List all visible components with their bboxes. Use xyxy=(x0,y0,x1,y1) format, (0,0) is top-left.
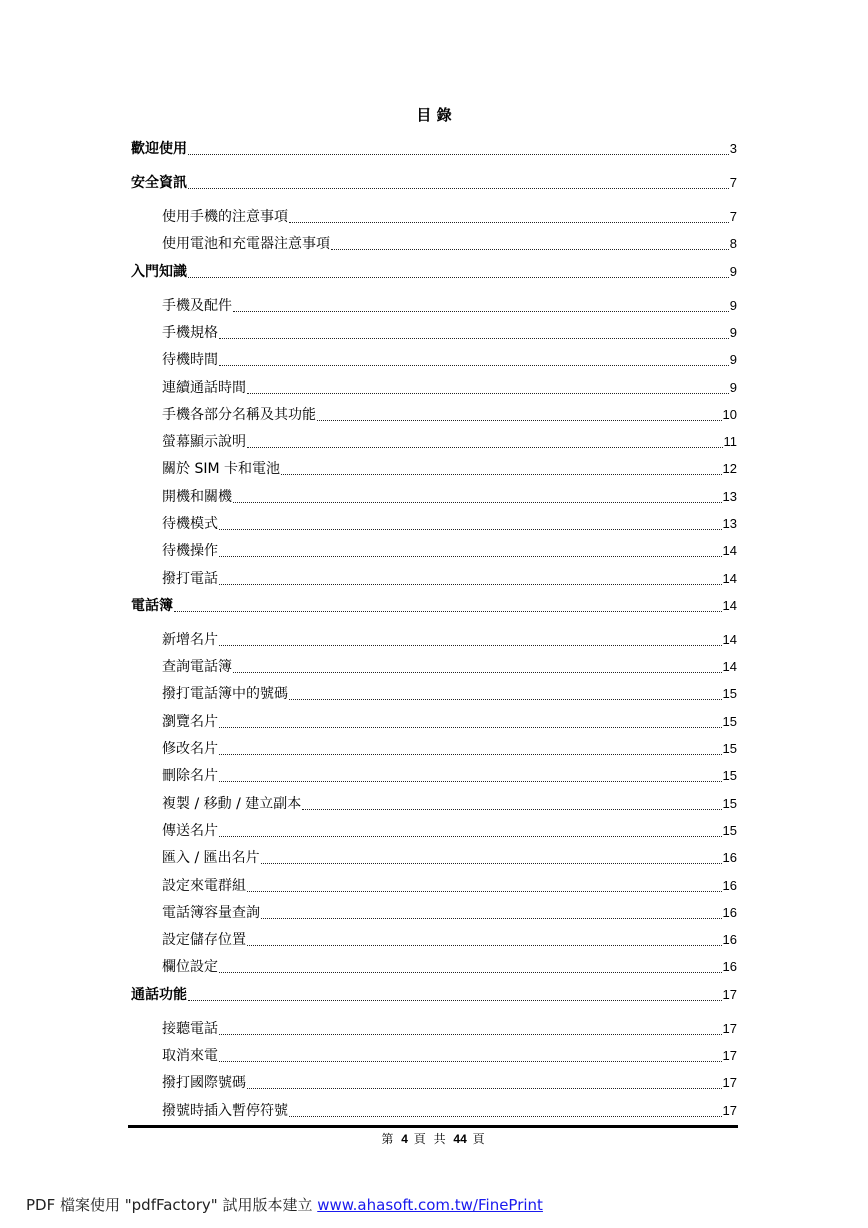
toc-leader-dots xyxy=(219,958,722,973)
toc-section[interactable] xyxy=(162,629,737,649)
toc-entry-page: 10 xyxy=(722,407,737,422)
toc-section[interactable] xyxy=(162,404,737,424)
toc-entry-page: 9 xyxy=(729,298,737,313)
toc-entry-title: 電話簿 xyxy=(131,598,173,614)
toc-section[interactable] xyxy=(162,568,737,588)
toc-entry-page: 17 xyxy=(722,1103,737,1118)
toc-section[interactable] xyxy=(162,377,737,397)
banner-link[interactable]: www.ahasoft.com.tw/FinePrint xyxy=(317,1196,543,1214)
toc-section[interactable] xyxy=(162,1018,737,1038)
toc-leader-dots xyxy=(233,658,722,673)
toc-leader-dots xyxy=(219,1020,722,1035)
footer-prefix: 第 xyxy=(381,1132,396,1146)
toc-entry-title: 瀏覽名片 xyxy=(162,714,218,730)
toc-entry-page: 15 xyxy=(722,741,737,756)
toc-leader-dots xyxy=(219,570,722,585)
toc-entry-title: 查詢電話簿 xyxy=(162,659,232,675)
toc-leader-dots xyxy=(247,877,722,892)
toc-entry-page: 12 xyxy=(722,461,737,476)
toc-leader-dots xyxy=(188,263,729,278)
toc-section[interactable] xyxy=(162,902,737,922)
toc-entry-page: 14 xyxy=(722,659,737,674)
footer-rule xyxy=(128,1125,738,1128)
toc-entry-page: 9 xyxy=(729,352,737,367)
toc-leader-dots xyxy=(317,406,722,421)
toc-section[interactable] xyxy=(162,486,737,506)
toc-section[interactable] xyxy=(162,711,737,731)
toc-entry-title: 欄位設定 xyxy=(162,959,218,975)
toc-leader-dots xyxy=(219,631,722,646)
toc-entry-title: 複製 / 移動 / 建立副本 xyxy=(162,796,302,812)
toc-section[interactable] xyxy=(162,295,737,315)
toc-section[interactable] xyxy=(162,1072,737,1092)
toc-entry-page: 11 xyxy=(723,434,737,449)
toc-entry-page: 16 xyxy=(722,932,737,947)
toc-entry-title: 待機操作 xyxy=(162,543,218,559)
toc-entry-title: 新增名片 xyxy=(162,632,218,648)
toc-leader-dots xyxy=(219,515,722,530)
toc-entry-page: 14 xyxy=(722,632,737,647)
toc-entry-title: 入門知識 xyxy=(131,264,187,280)
toc-section[interactable] xyxy=(162,738,737,758)
toc-entry-page: 14 xyxy=(722,543,737,558)
toc-leader-dots xyxy=(281,460,722,475)
toc-entry-title: 通話功能 xyxy=(131,987,187,1003)
toc-leader-dots xyxy=(219,740,722,755)
toc-entry-page: 9 xyxy=(729,264,737,279)
toc-entry-page: 9 xyxy=(729,380,737,395)
toc-chapter[interactable] xyxy=(131,984,737,1004)
toc-entry-title: 匯入 / 匯出名片 xyxy=(162,850,260,866)
banner-text: PDF 檔案使用 "pdfFactory" 試用版本建立 xyxy=(26,1196,313,1214)
toc-section[interactable] xyxy=(162,540,737,560)
toc-entry-page: 17 xyxy=(722,1075,737,1090)
toc-entry-page: 7 xyxy=(729,175,737,190)
toc-leader-dots xyxy=(289,1102,722,1117)
toc-entry-title: 撥號時插入暫停符號 xyxy=(162,1103,288,1119)
toc-leader-dots xyxy=(331,235,729,250)
toc-chapter[interactable] xyxy=(131,261,737,281)
toc-section[interactable] xyxy=(162,1100,737,1120)
toc-entry-page: 16 xyxy=(722,905,737,920)
toc-entry-title: 設定儲存位置 xyxy=(162,932,246,948)
toc-section[interactable] xyxy=(162,765,737,785)
toc-entry-title: 開機和關機 xyxy=(162,489,232,505)
toc-entry-page: 15 xyxy=(722,686,737,701)
toc-leader-dots xyxy=(233,297,729,312)
toc-leader-dots xyxy=(289,208,729,223)
toc-entry-title: 刪除名片 xyxy=(162,768,218,784)
toc-entry-title: 接聽電話 xyxy=(162,1021,218,1037)
toc-entry-title: 安全資訊 xyxy=(131,175,187,191)
toc-leader-dots xyxy=(219,1047,722,1062)
toc-section[interactable] xyxy=(162,1045,737,1065)
toc-leader-dots xyxy=(219,713,722,728)
toc-section[interactable] xyxy=(162,458,737,478)
toc-leader-dots xyxy=(247,931,722,946)
toc-entry-title: 待機時間 xyxy=(162,352,218,368)
toc-section[interactable] xyxy=(162,847,737,867)
toc-entry-title: 螢幕顯示說明 xyxy=(162,434,246,450)
footer-total-pages: 44 xyxy=(453,1132,467,1146)
toc-entry-page: 17 xyxy=(722,1021,737,1036)
toc-entry-title: 撥打電話簿中的號碼 xyxy=(162,686,288,702)
toc-entry-page: 13 xyxy=(722,489,737,504)
toc-entry-page: 16 xyxy=(722,850,737,865)
toc-chapter[interactable] xyxy=(131,595,737,615)
toc-entry-title: 連續通話時間 xyxy=(162,380,246,396)
toc-section[interactable] xyxy=(162,233,737,253)
toc-entry-page: 16 xyxy=(722,959,737,974)
footer-current-page: 4 xyxy=(401,1132,408,1146)
toc-entry-title: 手機及配件 xyxy=(162,298,232,314)
toc-chapter[interactable] xyxy=(131,172,737,192)
toc-section[interactable] xyxy=(162,349,737,369)
toc-entry-page: 15 xyxy=(722,796,737,811)
toc-entry-page: 16 xyxy=(722,878,737,893)
toc-entry-page: 15 xyxy=(722,823,737,838)
toc-entry-title: 撥打電話 xyxy=(162,571,218,587)
toc-entry-title: 歡迎使用 xyxy=(131,141,187,157)
toc-section[interactable] xyxy=(162,820,737,840)
toc-section[interactable] xyxy=(162,956,737,976)
toc-entry-title: 撥打國際號碼 xyxy=(162,1075,246,1091)
toc-entry-title: 電話簿容量查詢 xyxy=(162,905,260,921)
toc-leader-dots xyxy=(188,174,729,189)
toc-section[interactable] xyxy=(162,875,737,895)
toc-leader-dots xyxy=(247,1074,722,1089)
toc-entry-title: 待機模式 xyxy=(162,516,218,532)
toc-leader-dots xyxy=(219,822,722,837)
toc-leader-dots xyxy=(233,488,722,503)
toc-entry-title: 手機規格 xyxy=(162,325,218,341)
toc-entry-page: 14 xyxy=(722,598,737,613)
toc-section[interactable] xyxy=(162,322,737,342)
toc-leader-dots xyxy=(219,767,722,782)
toc-entry-title: 手機各部分名稱及其功能 xyxy=(162,407,316,423)
toc-entry-page: 15 xyxy=(722,768,737,783)
toc-leader-dots xyxy=(219,351,729,366)
toc-entry-page: 15 xyxy=(722,714,737,729)
toc-leader-dots xyxy=(261,904,722,919)
toc-leader-dots xyxy=(219,324,729,339)
toc-entry-page: 17 xyxy=(722,1048,737,1063)
toc-section[interactable] xyxy=(162,206,737,226)
toc-section[interactable] xyxy=(162,929,737,949)
toc-leader-dots xyxy=(247,433,723,448)
toc-entry-title: 修改名片 xyxy=(162,741,218,757)
toc-leader-dots xyxy=(289,685,722,700)
toc-section[interactable] xyxy=(162,513,737,533)
toc-leader-dots xyxy=(302,795,721,810)
pdf-factory-banner xyxy=(26,1194,543,1216)
toc-entry-title: 傳送名片 xyxy=(162,823,218,839)
toc-entry-page: 9 xyxy=(729,325,737,340)
toc-entry-page: 17 xyxy=(722,987,737,1002)
footer-suffix: 頁 xyxy=(472,1132,487,1146)
toc-entry-title: 關於 SIM 卡和電池 xyxy=(162,461,280,477)
toc-leader-dots xyxy=(247,379,729,394)
toc-entry-title: 使用手機的注意事項 xyxy=(162,209,288,225)
toc-entry-title: 使用電池和充電器注意事項 xyxy=(162,236,330,252)
toc-section[interactable] xyxy=(162,683,737,703)
toc-entry-page: 3 xyxy=(729,141,737,156)
toc-leader-dots xyxy=(261,849,722,864)
page-footer xyxy=(0,1130,868,1146)
toc-entry-title: 設定來電群組 xyxy=(162,878,246,894)
toc-section[interactable] xyxy=(162,793,737,813)
toc-title: 目 錄 xyxy=(416,106,452,124)
toc-section[interactable] xyxy=(162,656,737,676)
toc-leader-dots xyxy=(219,542,722,557)
toc-entry-page: 8 xyxy=(729,236,737,251)
toc-entry-page: 7 xyxy=(729,209,737,224)
toc-chapter[interactable] xyxy=(131,138,737,158)
toc-leader-dots xyxy=(188,140,729,155)
toc-leader-dots xyxy=(174,597,722,612)
toc-leader-dots xyxy=(188,986,722,1001)
footer-mid: 頁 共 xyxy=(413,1132,448,1146)
toc-entry-page: 13 xyxy=(722,516,737,531)
toc-entry-page: 14 xyxy=(722,571,737,586)
toc-entry-title: 取消來電 xyxy=(162,1048,218,1064)
toc-section[interactable] xyxy=(162,431,737,451)
